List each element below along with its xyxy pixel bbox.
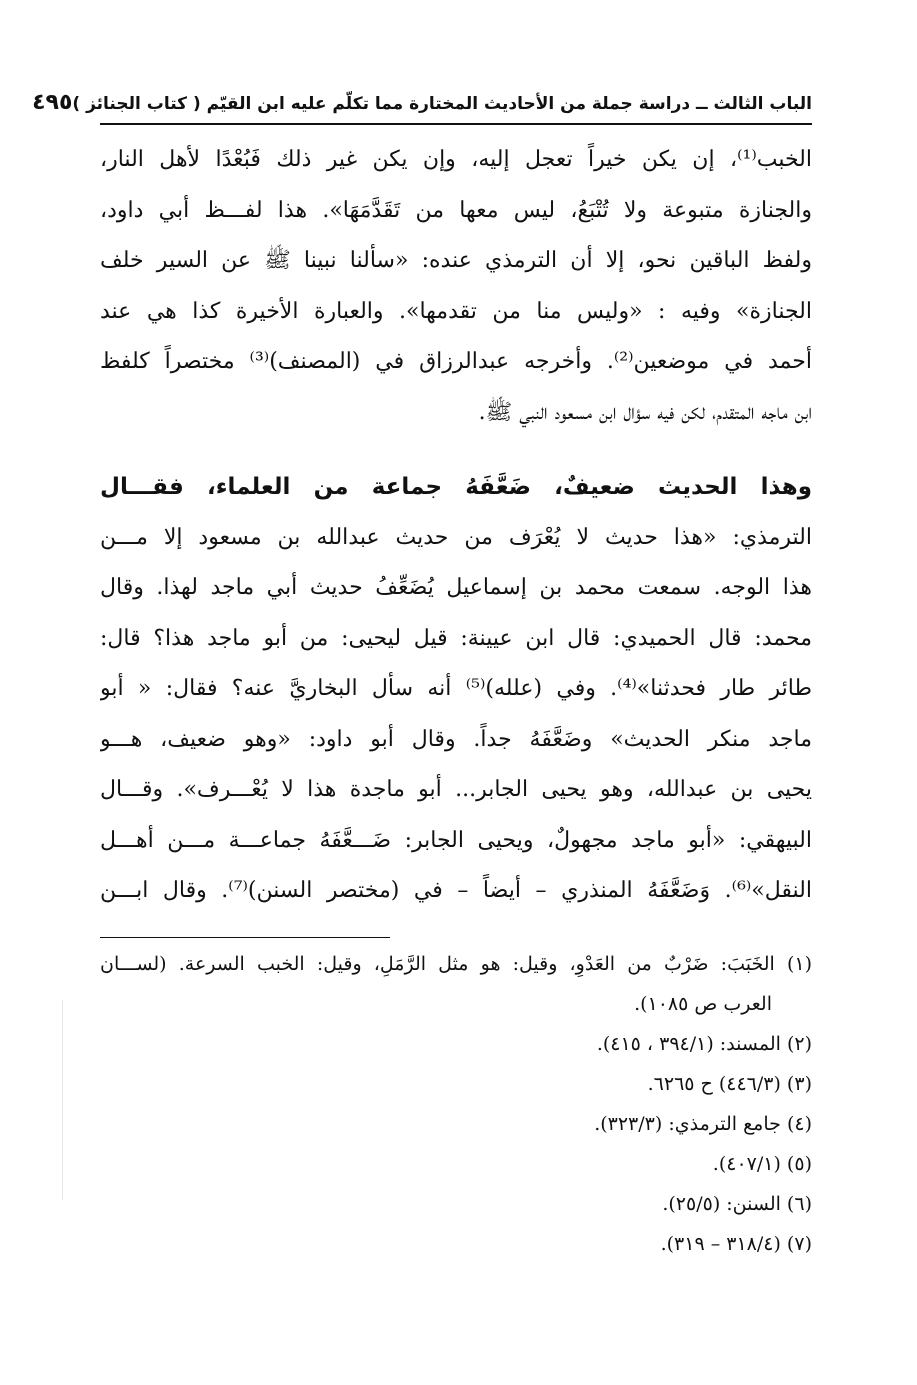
footnote-7: (٧) (٣١٨/٤ – ٣١٩). xyxy=(660,1232,812,1255)
text-line: والجنازة متبوعة ولا تُتْبَعُ، ليس معها من تَقَدَّمَهَا». هذا لفـــظ أبي داود، xyxy=(100,197,812,223)
text-line: يحيى بن عبدالله، وهو يحيى الجابر... أبو ماجدة هذا لا يُعْـــرف». وقـــال xyxy=(100,777,812,802)
book-page xyxy=(32,88,812,1264)
footnote-2: (٢) المسند: (٣٩٤/١ ، ٤١٥). xyxy=(596,1032,812,1055)
footnote-6: (٦) السنن: (٢٥/٥). xyxy=(662,1192,812,1215)
text-line: الترمذي: «هذا حديث لا يُعْرَف من حديث عبدالله بن مسعود إلا مـــن xyxy=(100,524,812,550)
running-header-title: الباب الثالث ــ دراسة جملة من الأحاديث المختارة مما تكلّم عليه ابن القيّم ( كتاب الجنائز ) xyxy=(72,94,812,114)
text-line: أحمد في موضعين⁽²⁾. وأخرجه عبدالرزاق في (المصنف)⁽³⁾ مختصراً كلفظ xyxy=(100,349,812,374)
text-line: محمد: قال الحميدي: قال ابن عيينة: قيل ليحيى: من أبو ماجد هذا؟ قال: xyxy=(100,625,812,651)
text-line: البيهقي: «أبو ماجد مجهولٌ، ويحيى الجابر: ضَـــعَّفَهُ جماعـــة مـــن أهـــل xyxy=(100,827,812,853)
text-line: الجنازة» وفيه : «وليس منا من تقدمها». والعبارة الأخيرة كذا هي عند xyxy=(100,298,812,324)
text-line: هذا الوجه. سمعت محمد بن إسماعيل يُضَعِّفُ حديث أبي ماجد لهذا. وقال xyxy=(100,575,812,600)
text-line: الخبب⁽¹⁾، إن يكن خيراً تعجل إليه، وإن يكن غير ذلك فَبُعْدًا لأهل النار، xyxy=(100,147,812,172)
main-text xyxy=(100,135,812,917)
footnote-1-continued: العرب ص ١٠٨٥). xyxy=(634,992,772,1015)
footnote-4: (٤) جامع الترمذي: (٣٢٣/٣). xyxy=(594,1112,812,1135)
text-line: النقل»⁽⁶⁾. وَضَعَّفَهُ المنذري – أيضاً – في (مختصر السنن)⁽⁷⁾. وقال ابـــن xyxy=(100,878,812,903)
footnote-separator xyxy=(100,937,390,938)
text-line: ابن ماجه المتقدم، لكن فيه سؤال ابن مسعود النبي ﷺ. xyxy=(478,399,812,425)
text-line: طائر طار فحدثنا»⁽⁴⁾. وفي (علله)⁽⁵⁾ أنه سأل البخاريَّ عنه؟ فقال: « أبو xyxy=(100,676,812,701)
text-line: ماجد منكر الحديث» وضَعَّفَهُ جداً. وقال أبو داود: «وهو ضعيف، هـــو xyxy=(100,726,812,752)
text-line: ولفظ الباقين نحو، إلا أن الترمذي عنده: «سألنا نبينا ﷺ عن السير خلف xyxy=(100,248,812,273)
paragraph-gap xyxy=(100,438,812,462)
page-number: ٤٩٥ xyxy=(32,90,73,115)
footnotes xyxy=(100,944,812,1264)
footnote-5: (٥) (٤٠٧/١). xyxy=(712,1152,812,1175)
section-heading: وهذا الحديث ضعيفٌ، ضَعَّفَهُ جماعة من العلماء، فقـــال xyxy=(100,474,812,500)
margin-scan-mark xyxy=(62,1000,63,1200)
running-header xyxy=(32,88,812,125)
footnote-1: (١) الخَبَبَ: ضَرْبٌ من العَدْوِ، وقيل: هو مثل الرَّمَلِ، وقيل: الخبب السرعة. (لســـان xyxy=(100,952,812,975)
footnote-3: (٣) (٤٤٦/٣) ح ٦٢٦٥. xyxy=(647,1072,812,1095)
